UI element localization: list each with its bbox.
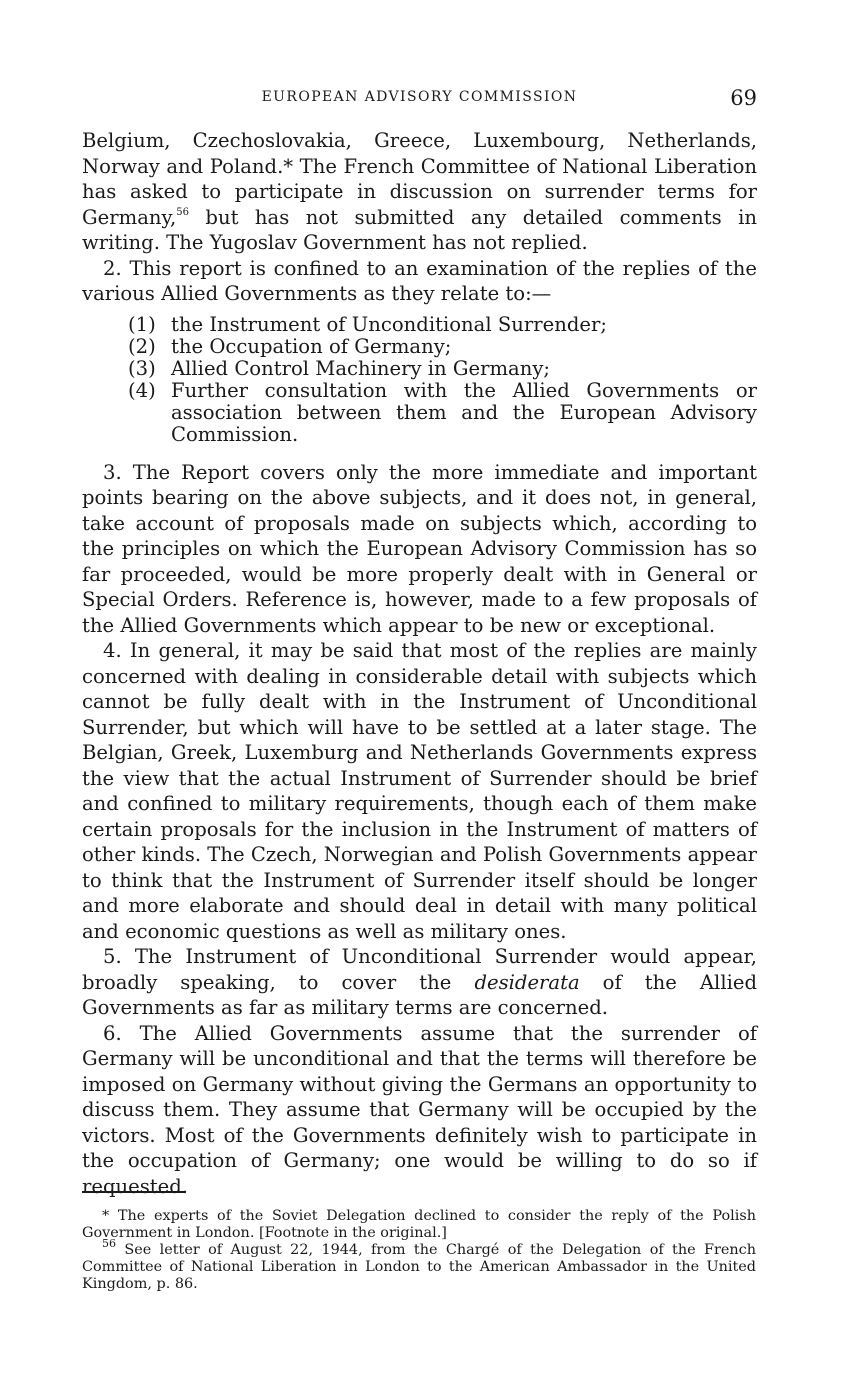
paragraph-5-italic-term: desiderata [474,970,580,994]
list-item-number: (4) [128,378,156,402]
footnote-mark: 56 [102,1237,116,1251]
running-title: EUROPEAN ADVISORY COMMISSION [261,89,578,105]
list-item-text: the Instrument of Unconditional Surrender; [171,312,607,336]
footnote-asterisk [82,1208,756,1242]
list-item-text: Allied Control Machinery in Germany; [171,356,551,380]
list-item [128,358,757,380]
paragraph-6: 6. The Allied Governments assume that the surrender of Germany will be unconditional and that the terms will therefore be imposed on Germany without giving the Germans an opportunity to discuss them. They assume that Germany will be occupied by the victors. Most of the Governments definitely wish to participate in the occupation of Germany; one would be willing to do so if requested. [82,1021,757,1198]
body-text [82,128,757,1199]
list-item-number: (3) [128,356,156,380]
list-item [128,314,757,336]
paragraph-1-part-2: The French Committee of National Liberation has asked to participate in discussion on surrender terms for Germany, [82,154,757,229]
paragraph-5-text-before: 5. The Instrument of Unconditional Surrender would appear, broadly speaking, to cover the [82,945,757,994]
subject-list [82,314,757,446]
list-item-number: (1) [128,312,156,336]
footnote-text: The experts of the Soviet Delegation declined to consider the reply of the Polish Government in London. [Footnote in the original.] [82,1208,756,1241]
running-head [82,86,757,112]
page-number: 69 [730,86,757,110]
paragraph-1-part-1: Belgium, Czechoslovakia, Greece, Luxembourg, Netherlands, Norway and Poland.* [82,129,757,178]
list-item-text: Further consultation with the Allied Governments or association between them and the European Advisory Commission. [171,378,757,446]
paragraph-1-part-3: but has not submitted any detailed comments in writing. The Yugoslav Government has not replied. [82,205,757,254]
list-item [128,336,757,358]
footnotes [82,1208,756,1293]
list-item-number: (2) [128,334,156,358]
footnote-mark: * [102,1208,110,1224]
paragraph-2: 2. This report is confined to an examination of the replies of the various Allied Governments as they relate to:— [82,256,757,305]
paragraph-3: 3. The Report covers only the more immediate and important points bearing on the above subjects, and it does not, in general, take account of proposals made on subjects which, according to the principles on which the European Advisory Commission has so far proceeded, would be more properly dealt with in General or Special Orders. Reference is, however, made to a few proposals of the Allied Governments which appear to be new or exceptional. [82,460,757,637]
list-item [128,380,757,446]
footnote-reference-56: 56 [176,206,189,218]
paragraph-4: 4. In general, it may be said that most of the replies are mainly concerned with dealing in considerable detail with subjects which cannot be fully dealt with in the Instrument of Unconditional Surrender, but which will have to be settled at a later stage. The Belgian, Greek, Luxemburg and Netherlands Governments express the view that the actual Instrument of Surrender should be brief and confined to military requirements, though each of them make certain proposals for the inclusion in the Instrument of matters of other kinds. The Czech, Norwegian and Polish Governments appear to think that the Instrument of Surrender itself should be longer and more elaborate and should deal in detail with many political and economic questions as well as military ones. [82,639,757,943]
paragraph-continuation [82,128,757,256]
footnote-56 [82,1237,756,1293]
paragraph-5-text-after: of the Allied Governments as far as military terms are concerned. [82,970,757,1019]
list-item-text: the Occupation of Germany; [171,334,452,358]
footnote-divider [82,1191,185,1193]
footnote-text: See letter of August 22, 1944, from the Chargé of the Delegation of the French Committee of National Liberation in London to the American Ambassador in the United Kingdom, p. 86. [82,1242,756,1292]
paragraph-5 [82,944,757,1021]
